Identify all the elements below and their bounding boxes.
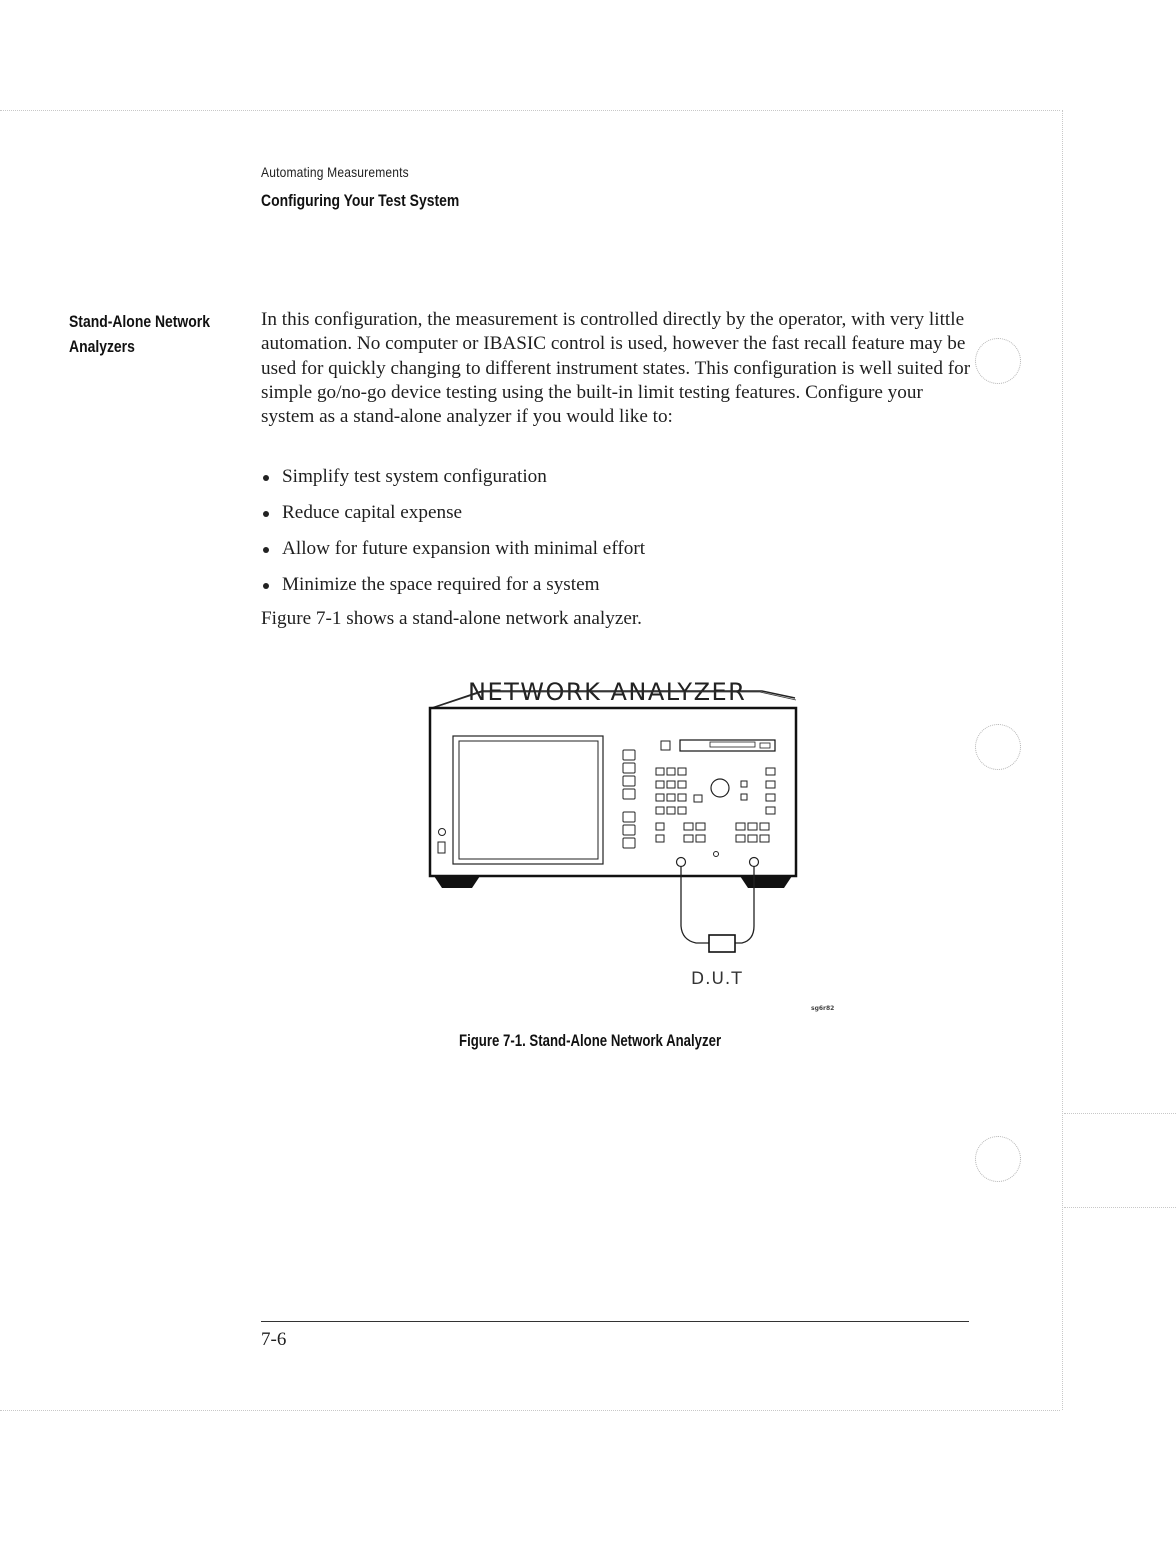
side-heading-line-1: Stand-Alone Network [69,312,210,331]
port-2-icon [750,858,759,867]
list-item [261,573,961,609]
dut-label: D.U.T [691,969,743,989]
bullet-list [261,465,961,609]
bullet-text: Simplify test system configuration [282,466,547,487]
side-heading [69,309,241,359]
binder-hole-middle [975,724,1021,770]
list-item [261,537,961,573]
side-heading-line-2: Analyzers [69,337,135,356]
port-1-icon [677,858,686,867]
chapter-title: Automating Measurements [261,164,409,180]
footer-rule [261,1321,969,1322]
bullet-icon [263,547,269,553]
section-title: Configuring Your Test System [261,191,460,210]
body-paragraph: In this configuration, the measurement is controlled directly by the operator, with very little automation. No computer or IBASIC control is used, however the fast recall feature may be used for quickly changing to different instrument states. This configuration is well suited for simple go/no-go device testing using the built-in limit testing features. Configure your system as a stand-alone analyzer if you would like to: [261,309,971,428]
binder-hole-bottom [975,1136,1021,1182]
tab-divider-lower [1064,1207,1176,1208]
binder-hole-top [975,338,1021,384]
figure-reference-text: Figure 7-1 shows a stand-alone network analyzer. [261,608,642,629]
tab-divider-upper [1064,1113,1176,1114]
bullet-icon [263,511,269,517]
bullet-text: Minimize the space required for a system [282,574,600,595]
body-paragraph-block [261,308,973,429]
list-item [261,465,961,501]
bullet-text: Reduce capital expense [282,502,463,523]
page-number: 7-6 [261,1329,287,1350]
left-foot [434,876,480,888]
list-item [261,501,961,537]
scan-top-edge [0,110,1060,111]
instrument-body [430,708,796,876]
dut-box [709,935,735,952]
bullet-icon [263,583,269,589]
figure-title: NETWORK ANALYZER [468,678,747,706]
scan-bottom-edge [0,1410,1060,1411]
right-foot [740,876,792,888]
figure-code: sg6r82 [811,1005,835,1012]
bullet-icon [263,475,269,481]
network-analyzer-figure [420,672,860,1022]
scan-right-edge [1062,110,1063,1410]
bullet-text: Allow for future expansion with minimal effort [282,538,646,559]
figure-caption: Figure 7-1. Stand-Alone Network Analyzer [459,1032,722,1050]
